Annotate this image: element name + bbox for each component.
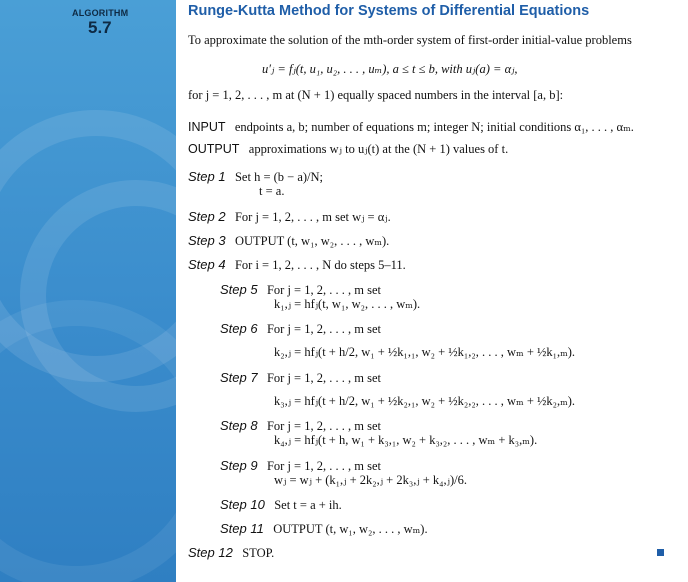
intro-interval-line: for j = 1, 2, . . . , m at (N + 1) equally spaced numbers in the interval [a, b]: [188,88,564,102]
step-text: For j = 1, 2, . . . , m set [266,322,381,336]
step-3 [188,233,389,249]
step-text: For i = 1, 2, . . . , N do steps 5–11. [234,258,406,272]
step-text: For j = 1, 2, . . . , m set [266,419,381,433]
step-name: Step 11 [220,521,264,536]
step-6-formula: k₂,ⱼ = hfⱼ(t + h/2, w₁ + ½k₁,₁, w₂ + ½k₁,₂, . . . , wₘ + ½k₁,ₘ). [274,345,576,359]
output-text: approximations wⱼ to uⱼ(t) at the (N + 1) values of t. [248,142,509,156]
step-6 [220,321,381,337]
step-name: Step 3 [188,233,226,248]
step-name: Step 10 [220,497,265,512]
step-1-continued: t = a. [259,184,285,198]
step-9 [220,458,381,474]
decorative-ring [0,300,176,582]
step-1 [188,169,323,185]
step-text: STOP. [242,546,275,560]
step-text: For j = 1, 2, . . . , m set [266,283,381,297]
page-title: Runge-Kutta Method for Systems of Differential Equations [188,3,590,19]
step-name: Step 2 [188,209,226,224]
end-of-algorithm-square-icon [657,549,664,556]
step-name: Step 9 [220,458,258,473]
step-name: Step 1 [188,169,226,184]
step-text: Set h = (b − a)/N; [234,170,324,184]
step-text: For j = 1, 2, . . . , m set wⱼ = αⱼ. [234,210,391,224]
algorithm-sidebar [0,0,176,582]
intro-line: To approximate the solution of the mth-order system of first-order initial-value problems [188,33,632,47]
step-5-formula: k₁,ⱼ = hfⱼ(t, w₁, w₂, . . . , wₘ). [274,297,421,311]
step-7-formula: k₃,ⱼ = hfⱼ(t + h/2, w₁ + ½k₂,₁, w₂ + ½k₂,₂, . . . , wₘ + ½k₂,ₘ). [274,394,576,408]
step-8 [220,418,381,434]
algorithm-number: 5.7 [88,18,112,37]
step-2 [188,209,391,225]
output-label: OUTPUT [188,142,240,156]
input-line [188,120,634,135]
step-12 [188,545,274,561]
intro-formula: u′ⱼ = fⱼ(t, u₁, u₂, . . . , uₘ), a ≤ t ≤ b, with uⱼ(a) = αⱼ, [262,62,518,76]
step-text: For j = 1, 2, . . . , m set [266,459,381,473]
step-name: Step 8 [220,418,258,433]
step-9-formula: wⱼ = wⱼ + (k₁,ⱼ + 2k₂,ⱼ + 2k₃,ⱼ + k₄,ⱼ)/6. [274,473,467,487]
input-text: endpoints a, b; number of equations m; integer N; initial conditions α₁, . . . , αₘ. [234,120,634,134]
step-text: Set t = a + ih. [274,498,342,512]
step-text: OUTPUT (t, w₁, w₂, . . . , wₘ). [273,522,428,536]
step-7 [220,370,381,386]
step-name: Step 5 [220,282,258,297]
input-label: INPUT [188,120,226,134]
output-line [188,142,508,157]
step-name: Step 6 [220,321,258,336]
algorithm-label: ALGORITHM [72,8,129,18]
step-11 [220,521,428,537]
step-name: Step 4 [188,257,226,272]
step-8-formula: k₄,ⱼ = hfⱼ(t + h, w₁ + k₃,₁, w₂ + k₃,₂, . . . , wₘ + k₃,ₘ). [274,433,538,447]
step-name: Step 12 [188,545,233,560]
step-name: Step 7 [220,370,258,385]
step-5 [220,282,381,298]
step-10 [220,497,342,513]
step-text: OUTPUT (t, w₁, w₂, . . . , wₘ). [234,234,390,248]
step-4 [188,257,406,273]
step-text: For j = 1, 2, . . . , m set [266,371,381,385]
